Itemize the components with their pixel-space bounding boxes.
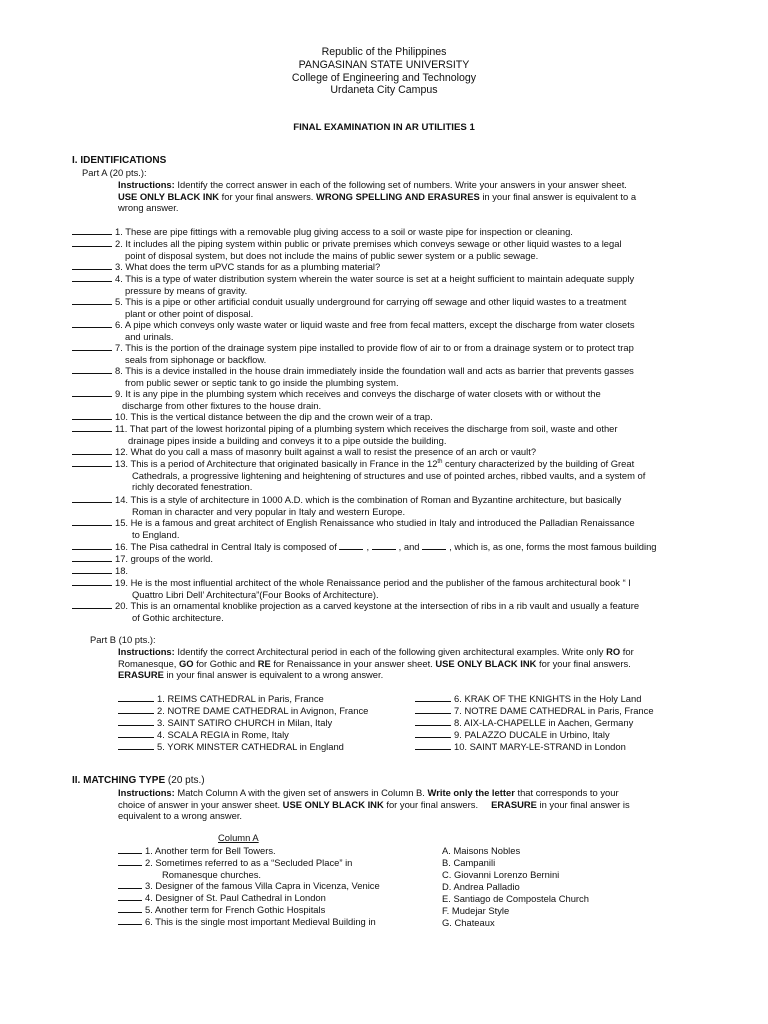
question-item: 9. It is any pipe in the plumbing system which receives and conveys the discharge of water closets with or without the discharge from other fixtures to the house drain. — [72, 388, 692, 411]
answer-blank — [72, 238, 112, 247]
period-item: 1. REIMS CATHEDRAL in Paris, France — [118, 693, 324, 705]
answer-blank — [118, 916, 142, 925]
answer-blank — [72, 296, 112, 305]
answer-blank — [72, 423, 112, 432]
period-item: 5. YORK MINSTER CATHEDRAL in England — [118, 741, 344, 753]
document-header — [0, 46, 768, 97]
answer-blank — [72, 411, 112, 420]
instructions-label: Instructions: — [118, 179, 175, 190]
section-2-heading: II. MATCHING TYPE (20 pts.) — [72, 775, 205, 786]
period-item: 2. NOTRE DAME CATHEDRAL in Avignon, France — [118, 705, 368, 717]
question-item: 10. This is the vertical distance between the dip and the crown weir of a trap. — [72, 411, 692, 423]
question-item: 3. What does the term uPVC stands for as a plumbing material? — [72, 261, 692, 273]
question-item: 11. That part of the lowest horizontal piping of a plumbing system which receives the discharge from soil, waste and other drainage pipes inside a building and conveys it to a pipe outside the building. — [72, 423, 692, 446]
choice-item: F. Mudejar Style — [442, 905, 510, 916]
period-item: 10. SAINT MARY-LE-STRAND in London — [415, 741, 626, 753]
question-item: 4. This is a type of water distribution system wherein the water source is set at a height sufficient to maintain adequate supply pressure by means of gravity. — [72, 273, 692, 296]
answer-blank — [72, 494, 112, 503]
column-a-title: Column A — [218, 832, 259, 843]
answer-blank — [118, 717, 154, 726]
question-item: 18. — [72, 565, 692, 577]
question-item: 7. This is the portion of the drainage system pipe installed to provide flow of air to or from a drainage system or to protect trap seals from siphonage or backflow. — [72, 342, 692, 365]
fill-blank — [422, 541, 446, 550]
header-line-1: Republic of the Philippines — [321, 46, 447, 58]
answer-blank — [72, 261, 112, 270]
answer-blank — [72, 319, 112, 328]
choice-item: D. Andrea Palladio — [442, 881, 520, 892]
answer-blank — [72, 553, 112, 562]
answer-blank — [72, 577, 112, 586]
section-1-heading: I. IDENTIFICATIONS — [72, 155, 167, 166]
question-item: 5. This is a pipe or other artificial conduit usually underground for carrying off sewage and other liquid wastes to a treatment plant or other point of disposal. — [72, 296, 692, 319]
question-item: 20. This is an ornamental knoblike projection as a carved keystone at the intersection of ribs in a rib vault and usually a feature of Gothic architecture. — [72, 600, 692, 623]
answer-blank — [118, 904, 142, 913]
question-item: 6. A pipe which conveys only waste water or liquid waste and free from fecal matters, except the discharge from water closets and urinals. — [72, 319, 692, 342]
answer-blank — [415, 729, 451, 738]
matching-item: 5. Another term for French Gothic Hospitals — [118, 904, 325, 916]
period-item: 7. NOTRE DAME CATHEDRAL in Paris, France — [415, 705, 654, 717]
fill-blank — [339, 541, 363, 550]
answer-blank — [118, 845, 142, 854]
exam-title: FINAL EXAMINATION IN AR UTILITIES 1 — [293, 122, 475, 133]
answer-blank — [72, 388, 112, 397]
part-a-instructions: Instructions: Identify the correct answer in each of the following set of numbers. Write your answers in your answer sheet. USE ONLY BLACK INK for your final answers. WRONG SPELLING AND ERASURES in your final answer is equivalent to a wrong answer. — [118, 179, 637, 214]
answer-blank — [72, 541, 112, 550]
header-line-4: Urdaneta City Campus — [330, 84, 438, 97]
choice-item: E. Santiago de Compostela Church — [442, 893, 589, 904]
answer-blank — [72, 517, 112, 526]
answer-blank — [415, 705, 451, 714]
answer-blank — [118, 729, 154, 738]
fill-blank — [372, 541, 396, 550]
question-item: 1. These are pipe fittings with a removable plug giving access to a soil or waste pipe for inspection or cleaning. — [72, 226, 692, 238]
matching-item: 4. Designer of St. Paul Cathedral in London — [118, 892, 326, 904]
period-item: 6. KRAK OF THE KNIGHTS in the Holy Land — [415, 693, 641, 705]
answer-blank — [72, 342, 112, 351]
part-a-label: Part A (20 pts.): — [82, 167, 147, 178]
answer-blank — [72, 365, 112, 374]
matching-item: 1. Another term for Bell Towers. — [118, 845, 276, 857]
answer-blank — [72, 226, 112, 235]
answer-blank — [72, 446, 112, 455]
question-item: 2. It includes all the piping system within public or private premises which conveys sewage or other liquid wastes to a legal point of disposal system, but does not include the mains of public sewer system or a public sewage. — [72, 238, 692, 261]
answer-blank — [72, 565, 112, 574]
answer-blank — [118, 705, 154, 714]
header-line-2: PANGASINAN STATE UNIVERSITY — [298, 58, 470, 71]
question-item: 12. What do you call a mass of masonry built against a wall to resist the presence of an arch or vault? — [72, 446, 692, 458]
answer-blank — [415, 717, 451, 726]
answer-blank — [72, 458, 112, 467]
period-item: 9. PALAZZO DUCALE in Urbino, Italy — [415, 729, 610, 741]
part-b-label: Part B (10 pts.): — [90, 634, 156, 645]
question-item: 14. This is a style of architecture in 1000 A.D. which is the combination of Roman and Byzantine architecture, but basically Roman in character and very popular in Italy and western Europe. — [72, 494, 692, 517]
answer-blank — [118, 857, 142, 866]
answer-blank — [118, 880, 142, 889]
part-b-instructions: Instructions: Identify the correct Architectural period in each of the following given architectural examples. Write only RO for Romanesque, GO for Gothic and RE for Renaissance in your answer sheet. USE ONLY BLACK INK for your final answers. ERASURE in your final answer is equivalent to a wrong answer. — [118, 646, 634, 681]
question-item: 8. This is a device installed in the house drain immediately inside the foundation wall and acts as barrier that prevents gasses from public sewer or septic tank to go inside the plumbing system. — [72, 365, 692, 388]
question-item: 16. The Pisa cathedral in Central Italy is composed of , , and , which is, as one, forms the most famous building — [72, 541, 692, 553]
period-item: 4. SCALA REGIA in Rome, Italy — [118, 729, 289, 741]
choice-item: G. Chateaux — [442, 917, 495, 928]
answer-blank — [118, 892, 142, 901]
choice-item: B. Campanili — [442, 857, 496, 868]
answer-blank — [415, 741, 451, 750]
choice-item: C. Giovanni Lorenzo Bernini — [442, 869, 560, 880]
header-line-3: College of Engineering and Technology — [291, 71, 477, 84]
question-item: 17. groups of the world. — [72, 553, 692, 565]
period-item: 3. SAINT SATIRO CHURCH in Milan, Italy — [118, 717, 332, 729]
matching-instructions: Instructions: Match Column A with the given set of answers in Column B. Write only the letter that corresponds to your choice of answer in your answer sheet. USE ONLY BLACK INK for your final answers. ERASURE in your final answer is equivalent to a wrong answer. — [118, 787, 630, 822]
answer-blank — [118, 693, 154, 702]
answer-blank — [415, 693, 451, 702]
choice-item: A. Maisons Nobles — [442, 845, 521, 856]
answer-blank — [72, 600, 112, 609]
answer-blank — [72, 273, 112, 282]
answer-blank — [118, 741, 154, 750]
matching-item: 2. Sometimes referred to as a “Secluded Place” in Romanesque churches. — [118, 857, 352, 880]
question-item: 19. He is the most influential architect of the whole Renaissance period and the publisher of the famous architectural book “ I Quattro Libri Dell’ Architectura”(Four Books of Architecture). — [72, 577, 692, 600]
matching-item: 6. This is the single most important Medieval Building in — [118, 916, 376, 928]
question-item: 15. He is a famous and great architect of English Renaissance who studied in Italy and introduced the Palladian Renaissance to England. — [72, 517, 692, 540]
matching-item: 3. Designer of the famous Villa Capra in Vicenza, Venice — [118, 880, 380, 892]
question-item: 13. This is a period of Architecture that originated basically in France in the 12th century characterized by the building of Great Cathedrals, a progressive lightening and heightening of structures and use of pointed arches, ribbed vaults, and a system of richly decorated fenestration. — [72, 458, 692, 493]
period-item: 8. AIX-LA-CHAPELLE in Aachen, Germany — [415, 717, 633, 729]
